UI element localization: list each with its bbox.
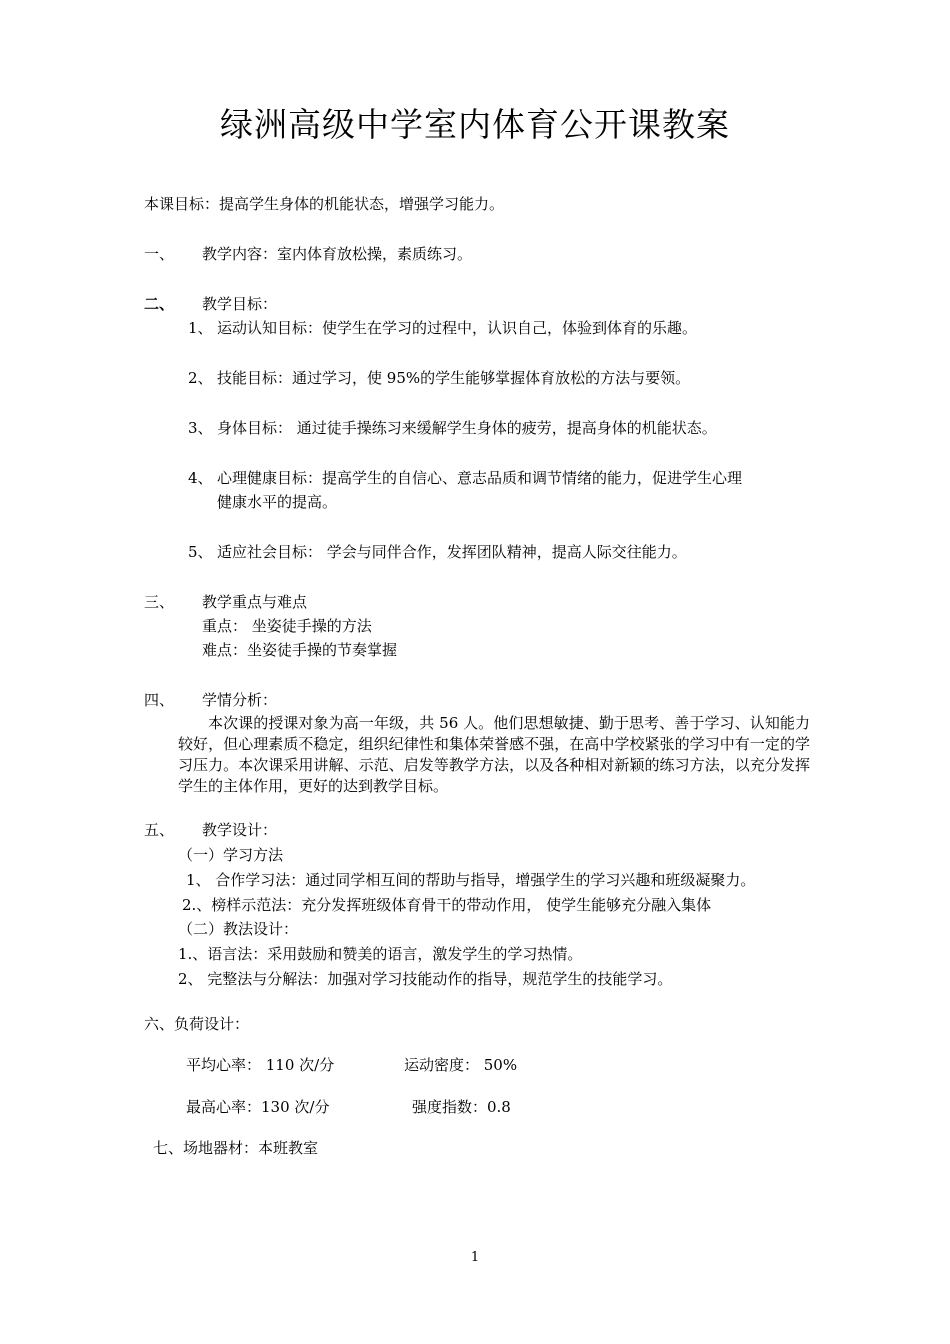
page-number: 1 [470,1250,480,1265]
learning-method-2: 2.、榜样示范法：充分发挥班级体育骨干的带动作用， 使学生能够充分融入集体 [182,896,712,914]
section-4-heading: 学情分析： [202,691,278,709]
section-3-heading: 教学重点与难点 [202,593,308,611]
section-3-number: 三、 [144,593,175,611]
teaching-method-2: 2、 完整法与分解法：加强对学习技能动作的指导，规范学生的技能学习。 [178,970,673,988]
teaching-method-1: 1.、语言法：采用鼓励和赞美的语言，激发学生的学习热情。 [178,945,583,963]
section-2-number: 二、 [144,295,175,313]
section-5-number: 五、 [144,821,175,839]
goal-4-text-cont: 健康水平的提高。 [217,493,338,511]
goal-2-number: 2、 [188,369,213,387]
goal-1-text: 运动认知目标：使学生在学习的过程中，认识自己，体验到体育的乐趣。 [217,319,698,337]
course-objective: 本课目标：提高学生身体的机能状态，增强学习能力。 [144,195,505,213]
goal-5-number: 5、 [188,543,213,561]
goal-4-number: 4、 [188,469,213,487]
goal-1-number: 1、 [188,319,213,337]
teaching-methods-heading: （二）教法设计： [178,920,299,938]
key-point: 重点： 坐姿徒手操的方法 [202,617,372,635]
section-1-number: 一、 [144,245,175,263]
section-2-heading: 教学目标： [202,295,278,313]
learning-methods-heading: （一）学习方法 [178,846,284,864]
section-4-number: 四、 [144,691,175,709]
learning-method-1: 1、 合作学习法：通过同学相互间的帮助与指导，增强学生的学习兴趣和班级凝聚力。 [186,871,756,889]
exercise-density: 运动密度： 50% [404,1056,518,1074]
goal-2-text: 技能目标：通过学习，使 95%的学生能够掌握体育放松的方法与要领。 [217,369,691,387]
student-analysis-paragraph: 本次课的授课对象为高一年级，共 56 人。他们思想敏捷、勤于思考、善于学习、认知能力较好，但心理素质不稳定，组织纪律性和集体荣誉感不强，在高中学校紧张的学习中有一定的学习压力。本次课采用讲解、示范、启发等教学方法，以及各种相对新颖的练习方法，以充分发挥学生的主体作用，更好的达到教学目标。 [178,714,810,795]
difficult-point: 难点：坐姿徒手操的节奏掌握 [202,641,398,659]
document-title: 绿洲高级中学室内体育公开课教案 [220,105,730,144]
average-heart-rate: 平均心率： 110 次/分 [186,1056,335,1074]
max-heart-rate: 最高心率：130 次/分 [186,1098,330,1116]
intensity-index: 强度指数：0.8 [412,1098,511,1116]
section-6-heading: 六、负荷设计： [144,1015,250,1033]
goal-3-text: 身体目标： 通过徒手操练习来缓解学生身体的疲劳，提高身体的机能状态。 [217,419,717,437]
goal-4-text: 心理健康目标：提高学生的自信心、意志品质和调节情绪的能力，促进学生心理 [217,469,743,487]
section-1-text: 教学内容：室内体育放松操，素质练习。 [202,245,473,263]
section-7-venue-equipment: 七、场地器材：本班教室 [153,1139,319,1157]
section-5-heading: 教学设计： [202,821,278,839]
goal-5-text: 适应社会目标： 学会与同伴合作，发挥团队精神，提高人际交往能力。 [217,543,687,561]
goal-3-number: 3、 [188,419,213,437]
